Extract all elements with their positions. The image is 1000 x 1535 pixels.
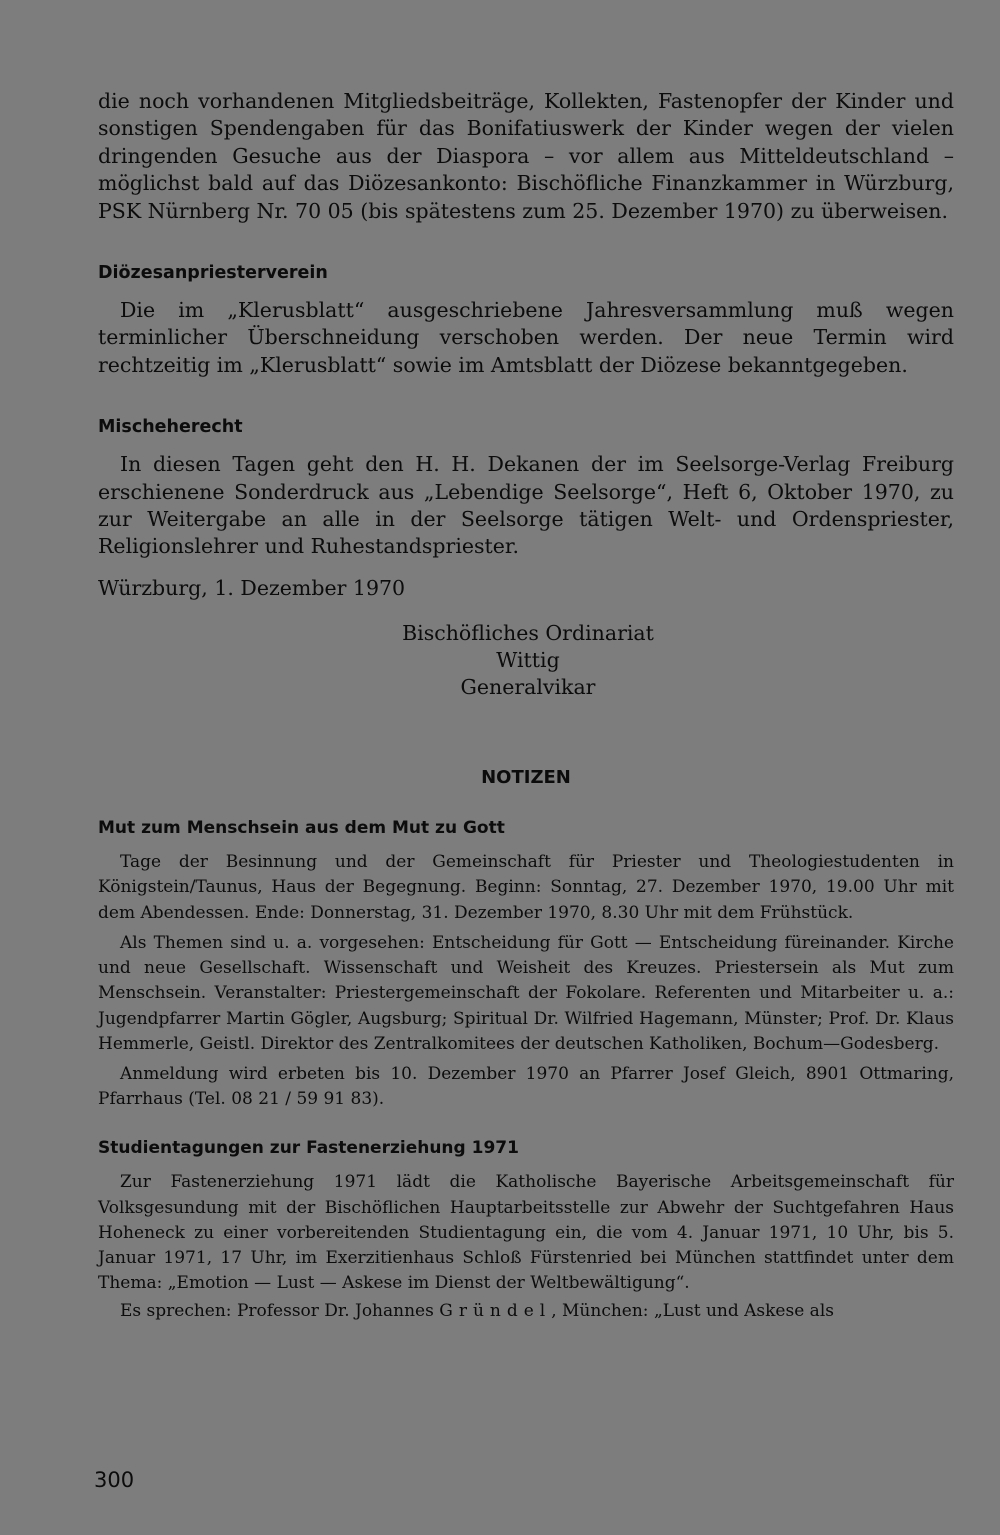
notizen-title: NOTIZEN (481, 767, 571, 789)
speakers-continuation: , München: „Lust und Askese als (551, 1301, 834, 1322)
document-page (98, 88, 954, 1325)
page-number: 300 (94, 1468, 135, 1492)
signature-block (308, 620, 748, 701)
notiz-mut-paragraph-2: Als Themen sind u. a. vorgesehen: Entscheidung für Gott — Entscheidung füreinander. Kirche und neue Gesellschaft. Wissenschaft und Weisheit des Kreuzes. Priestersein als Mut zum Menschsein. Veranstalter: Priestergemeinschaft der Fokolare. Referenten und Mitarbeiter u. a.: Jugendpfarrer Martin Gögler, Augsburg; Spiritual Dr. Wilfried Hagemann, Münster; Prof. Dr. Klaus Hemmerle, Geistl. Direktor des Zentralkomitees der deutschen Katholiken, Bochum—Godesberg. (98, 932, 954, 1054)
speakers-intro: Es sprechen: Professor Dr. Johannes (120, 1301, 434, 1322)
notiz-studientagungen-paragraph-2 (98, 1299, 954, 1324)
notiz-mut-paragraph-1: Tage der Besinnung und der Gemeinschaft für Priester und Theologiestudenten in Königstein/Taunus, Haus der Begegnung. Beginn: Sonntag, 27. Dezember 1970, 19.00 Uhr mit dem Abendessen. Ende: Donnerstag, 31. Dezember 1970, 8.30 Uhr mit dem Frühstück. (98, 852, 954, 923)
notiz-heading-mut: Mut zum Menschsein aus dem Mut zu Gott (98, 818, 505, 839)
intro-paragraph: die noch vorhandenen Mitgliedsbeiträge, Kollekten, Fastenopfer der Kinder und sonstigen Spendengaben für das Bonifatiuswerk der Kinder wegen der vielen dringenden Gesuche aus der Diaspora – vor allem aus Mitteldeutschland – möglichst bald auf das Diözesankonto: Bischöfliche Finanzkammer in Würzburg, PSK Nürnberg Nr. 70 05 (bis spätestens zum 25. Dezember 1970) zu überweisen. (98, 89, 954, 223)
section-heading-priesterverein: Diözesanpriesterverein (98, 263, 328, 284)
signature-office: Bischöfliches Ordinariat (402, 621, 654, 646)
section-heading-mischeherecht: Mischeherecht (98, 417, 243, 438)
section-body-mischeherecht: In diesen Tagen geht den H. H. Dekanen der im Seelsorge-Verlag Freiburg erschienene Sonderdruck aus „Lebendige Seelsorge“, Heft 6, Oktober 1970, zu zur Weitergabe an alle in der Seelsorge tätigen Welt- und Ordenspriester, Religionslehrer und Ruhestandspriester. (98, 452, 954, 559)
speaker-name: Gründel (439, 1301, 552, 1322)
section-body-priesterverein: Die im „Klerusblatt“ ausgeschriebene Jahresversammlung muß wegen terminlicher Überschneidung verschoben werden. Der neue Termin wird rechtzeitig im „Klerusblatt“ sowie im Amtsblatt der Diözese bekanntgegeben. (98, 298, 954, 377)
notiz-mut-paragraph-3: Anmeldung wird erbeten bis 10. Dezember 1970 an Pfarrer Josef Gleich, 8901 Ottmaring, Pfarrhaus (Tel. 08 21 / 59 91 83). (98, 1063, 954, 1110)
notiz-studientagungen-paragraph-1: Zur Fastenerziehung 1971 lädt die Katholische Bayerische Arbeitsgemeinschaft für Volksgesundung mit der Bischöflichen Hauptarbeitsstelle zur Abwehr der Suchtgefahren Haus Hoheneck zu einer vorbereitenden Studientagung ein, die vom 4. Januar 1971, 10 Uhr, bis 5. Januar 1971, 17 Uhr, im Exerzitienhaus Schloß Fürstenried bei München stattfindet unter dem Thema: „Emotion — Lust — Askese im Dienst der Weltbewältigung“. (98, 1172, 954, 1294)
signature-title: Generalvikar (460, 675, 596, 700)
signature-name: Wittig (496, 648, 560, 673)
notiz-heading-studientagungen: Studientagungen zur Fastenerziehung 1971 (98, 1138, 519, 1159)
dateline: Würzburg, 1. Dezember 1970 (98, 575, 406, 600)
